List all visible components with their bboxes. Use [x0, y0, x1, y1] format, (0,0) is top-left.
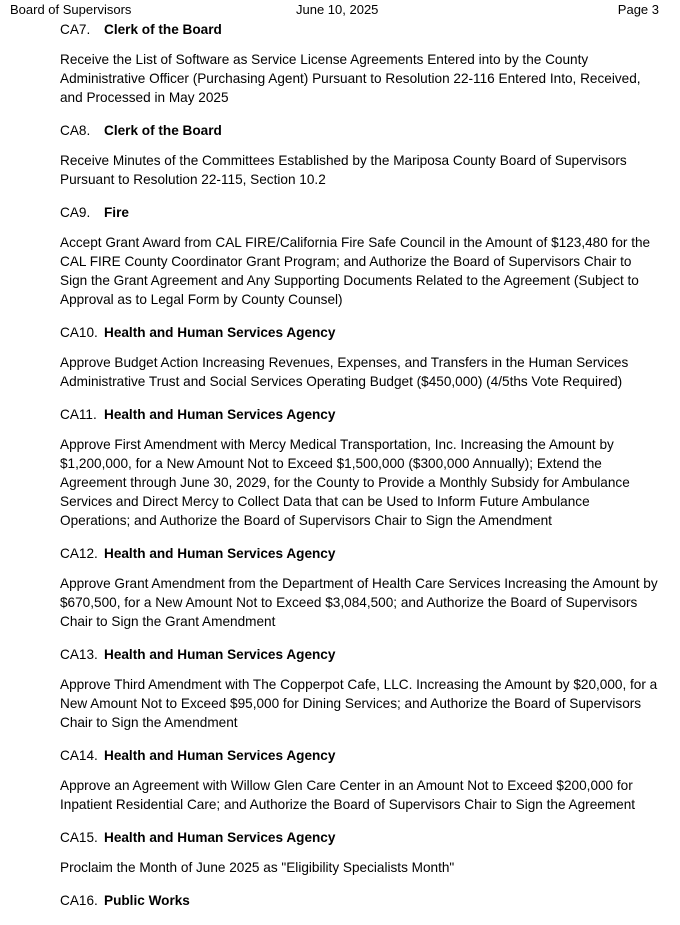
agenda-item-ca7 [60, 20, 660, 107]
item-heading [60, 323, 660, 343]
page-header [10, 1, 659, 19]
item-description: Approve Third Amendment with The Copperpot Cafe, LLC. Increasing the Amount by $20,000, for a New Amount Not to Exceed $95,000 for Dining Services; and Authorize the Board of Supervisors Chair to Sign the Amendment [60, 677, 658, 730]
item-heading [60, 891, 660, 911]
agenda-item-ca16 [60, 891, 660, 911]
item-number: CA12. [60, 546, 98, 561]
item-heading [60, 645, 660, 665]
item-heading [60, 203, 660, 223]
item-number: CA13. [60, 647, 98, 662]
item-department: Fire [104, 205, 129, 220]
item-heading [60, 544, 660, 564]
item-heading [60, 405, 660, 425]
agenda-item-ca13 [60, 645, 660, 732]
item-description: Receive Minutes of the Committees Established by the Mariposa County Board of Supervisors Pursuant to Resolution 22-115, Section 10.2 [60, 153, 627, 187]
item-heading [60, 828, 660, 848]
item-department: Clerk of the Board [104, 123, 222, 138]
agenda-item-ca8 [60, 121, 660, 189]
item-heading [60, 746, 660, 766]
agenda-item-ca10 [60, 323, 660, 391]
item-number: CA9. [60, 205, 91, 220]
item-department: Health and Human Services Agency [104, 830, 336, 845]
item-number: CA11. [60, 407, 97, 422]
item-department: Public Works [104, 893, 190, 908]
agenda-item-ca11 [60, 405, 660, 530]
agenda-item-ca15 [60, 828, 660, 877]
item-description: Approve an Agreement with Willow Glen Care Center in an Amount Not to Exceed $200,000 for Inpatient Residential Care; and Authorize the Board of Supervisors Chair to Sign the Agreement [60, 778, 636, 812]
item-department: Health and Human Services Agency [104, 325, 336, 340]
item-description: Approve First Amendment with Mercy Medical Transportation, Inc. Increasing the Amount by $1,200,000, for a New Amount Not to Exceed $1,500,000 ($300,000 Annually); Extend the Agreement through June 30, 2029, for the County to Provide a Monthly Subsidy for Ambulance Services and Direct Mercy to Collect Data that can be Used to Inform Future Ambulance Operations; and Authorize the Board of Supervisors Chair to Sign the Amendment [60, 437, 630, 528]
header-page-number: Page 3 [617, 2, 659, 17]
item-description: Accept Grant Award from CAL FIRE/California Fire Safe Council in the Amount of $123,480 for the CAL FIRE County Coordinator Grant Program; and Authorize the Board of Supervisors Chair to Sign the Grant Agreement and Any Supporting Documents Related to the Agreement (Subject to Approval as to Legal Form by County Counsel) [60, 235, 651, 307]
item-description: Proclaim the Month of June 2025 as "Eligibility Specialists Month" [60, 860, 455, 875]
item-number: CA8. [60, 123, 91, 138]
item-number: CA15. [60, 830, 98, 845]
item-description: Receive the List of Software as Service License Agreements Entered into by the County Administrative Officer (Purchasing Agent) Pursuant to Resolution 22-116 Entered Into, Received, and Processed in May 2025 [60, 52, 641, 105]
item-heading [60, 20, 660, 40]
consent-agenda-list [60, 20, 660, 925]
header-meeting-date: June 10, 2025 [296, 2, 379, 17]
item-description: Approve Budget Action Increasing Revenues, Expenses, and Transfers in the Human Services Administrative Trust and Social Services Operating Budget ($450,000) (4/5ths Vote Required) [60, 355, 629, 389]
item-department: Health and Human Services Agency [104, 546, 336, 561]
item-number: CA16. [60, 893, 98, 908]
item-description: Approve Grant Amendment from the Department of Health Care Services Increasing the Amount by $670,500, for a New Amount Not to Exceed $3,084,500; and Authorize the Board of Supervisors Chair to Sign the Grant Amendment [60, 576, 658, 629]
item-number: CA14. [60, 748, 98, 763]
item-department: Health and Human Services Agency [104, 407, 336, 422]
item-department: Health and Human Services Agency [104, 748, 336, 763]
item-number: CA10. [60, 325, 98, 340]
agenda-item-ca9 [60, 203, 660, 309]
item-department: Clerk of the Board [104, 22, 222, 37]
item-heading [60, 121, 660, 141]
agenda-item-ca14 [60, 746, 660, 814]
header-board-name: Board of Supervisors [10, 2, 132, 17]
agenda-item-ca12 [60, 544, 660, 631]
item-number: CA7. [60, 22, 91, 37]
item-department: Health and Human Services Agency [104, 647, 336, 662]
